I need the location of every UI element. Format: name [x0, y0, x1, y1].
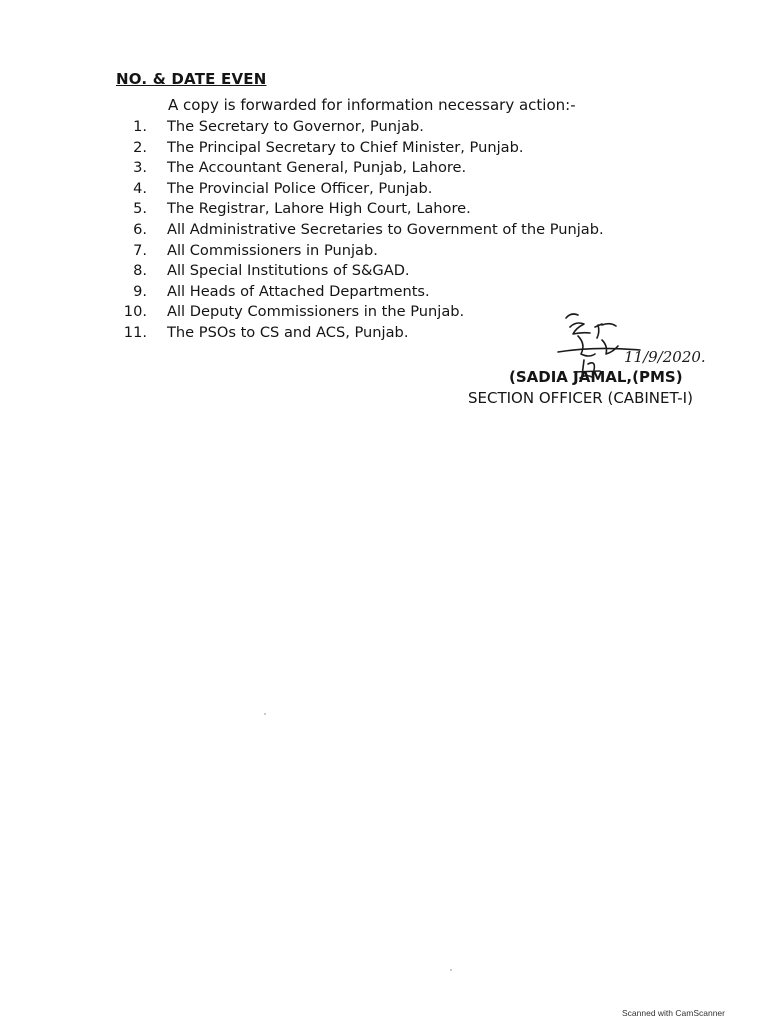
reference-heading: NO. & DATE EVEN: [116, 70, 267, 88]
list-item: [0, 118, 759, 139]
list-item-number: 9.: [133, 282, 147, 300]
list-item: [0, 242, 759, 263]
list-item: [0, 159, 759, 180]
svg-text:11/9/2020.: 11/9/2020.: [624, 348, 706, 366]
scan-speck: [450, 969, 452, 971]
list-item-number: 1.: [133, 118, 147, 135]
list-item: [0, 180, 759, 201]
list-item: [0, 200, 759, 221]
list-item-text: The Principal Secretary to Chief Minister, Punjab.: [167, 138, 524, 156]
scan-speck: [264, 713, 266, 715]
list-item-number: 8.: [133, 262, 147, 280]
signatory-name: (SADIA JAMAL,(PMS): [509, 368, 683, 386]
list-item-number: 10.: [123, 303, 147, 321]
list-item-number: 7.: [133, 241, 147, 259]
list-item: [0, 139, 759, 160]
list-item-text: All Special Institutions of S&GAD.: [167, 262, 410, 280]
list-item-number: 5.: [133, 200, 147, 218]
list-item: [0, 221, 759, 242]
list-item-number: 4.: [133, 179, 147, 197]
list-item: [0, 262, 759, 283]
list-item-number: 6.: [133, 220, 147, 238]
list-item: [0, 283, 759, 304]
scanner-watermark: Scanned with CamScanner: [621, 1008, 725, 1018]
list-item-text: All Commissioners in Punjab.: [167, 241, 378, 259]
list-item-text: The Secretary to Governor, Punjab.: [167, 118, 424, 135]
list-item-text: The Accountant General, Punjab, Lahore.: [167, 159, 467, 177]
signatory-title: SECTION OFFICER (CABINET-I): [468, 389, 693, 407]
list-item-text: All Administrative Secretaries to Government of the Punjab.: [167, 220, 604, 238]
list-item-text: All Heads of Attached Departments.: [167, 282, 430, 300]
list-item-number: 3.: [133, 159, 147, 177]
list-item-text: The Registrar, Lahore High Court, Lahore.: [167, 200, 471, 218]
list-item-text: All Deputy Commissioners in the Punjab.: [167, 303, 465, 321]
list-item-text: The PSOs to CS and ACS, Punjab.: [167, 323, 409, 341]
forwarding-intro: A copy is forwarded for information necessary action:-: [168, 96, 576, 114]
list-item-number: 11.: [123, 323, 147, 341]
list-item-text: The Provincial Police Officer, Punjab.: [167, 179, 433, 197]
list-item-number: 2.: [133, 138, 147, 156]
